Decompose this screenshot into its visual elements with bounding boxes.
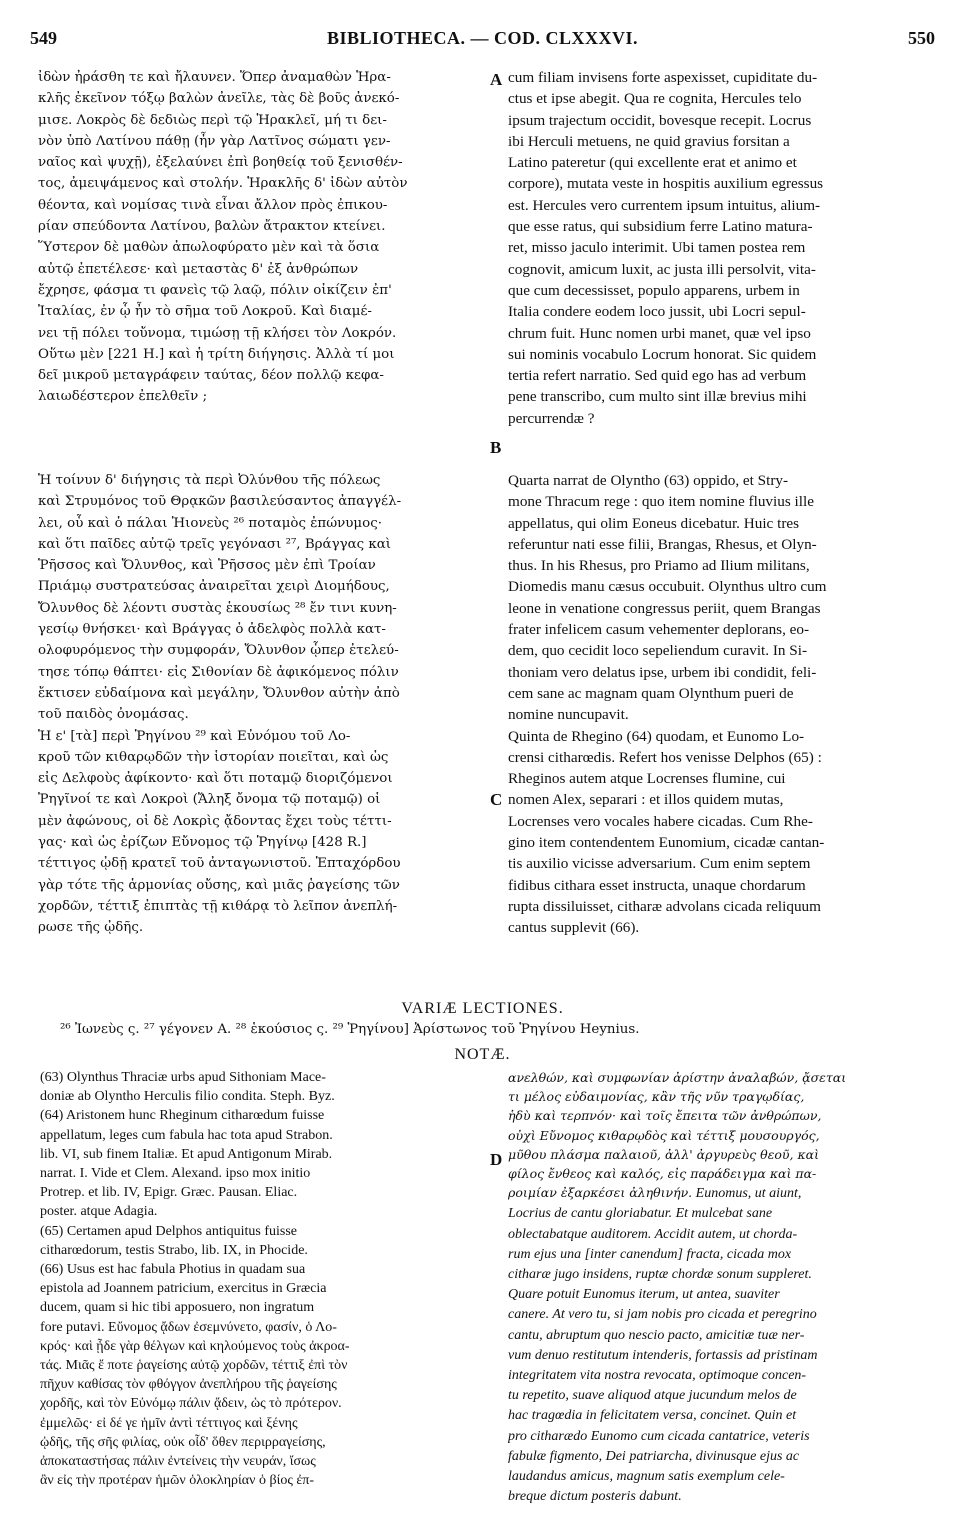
notes-right-greek: ανελθών, καὶ συμφωνίαν ἀρίστην ἀναλαβών, ᾄσεται τι μέλος εὐδαιμονίας, κἂν τῆς νῦν τραγῳδίας, ἡδὺ καὶ τερπνόν· καὶ τοῖς ἔπειτα τῶν ἀνθρώπων, οὐχὶ Εὔνομος κιθαρῳδὸς καὶ τέττιξ μουσουργός, μῦθου πλάσμα παλαιοῦ, ἀλλ' ἀργυρεὺς θεοῦ, καὶ φίλος ἔνθεος καὶ καλός, εἰς παράδειγμα καὶ πα- ροιμίαν ἐξαρκέσει ἀληθινήν. [508,1070,847,1201]
notae-heading: NOTÆ. [454,1046,511,1063]
notes-left-column: (63) Olynthus Thraciæ urbs apud Sithoniam Mace- doniæ ab Olyntho Herculis filio condita. Steph. Byz. (64) Aristonem hunc Rheginum citharœdum fuisse appellatum, leges cum fabula hac tota apud Strabon. lib. VI, sub finem Italiæ. Et apud Antigonum Mirab. narrat. I. Vide et Clem. Alexand. ipso mox initio Protrep. et lib. IV, Epigr. Græc. Pausan. Eliac. poster. atque Adagia. (65) Certamen apud Delphos antiquitus fuisse citharœdorum, testis Strabo, lib. IX, in Phocide. (66) Usus est hac fabula Photius in quadam sua epistola ad Joannem patricium, exercitus in Græcia ducem, quam si hic tibi apposuero, non ingratum fore putavi. Εὔνομος ᾄδων ἐσεμνύνετο, φασίν, ὁ Λο- κρός· καὶ ᾖδε γὰρ θέλγων καὶ κηλούμενος τοὺς ἀκροα- τάς. Μιᾶς ἔ ποτε ῥαγείσης αὐτῷ χορδῶν, τέττιξ ἐπὶ τὸν πῆχυν καθίσας τὸν φθόγγον ἀνεπλήρου τῆς ῥαγείσης χορδῆς, καὶ τὸν Εὐνόμῳ πάλιν ᾄδειν, ὡς τὸ πρότερον. ἐμμελῶς· εἰ δέ γε ἡμῖν ἀντὶ τέττιγος καὶ ξένης ᾠδῆς, τῆς σῆς φιλίας, οὐκ οἶδ' ὅθεν περιρραγείσης, ἀποκαταστήσας πάλιν ἐντείνεις τὴν νευράν, ἴσως ἂν εἰς τὴν προτέραν ἡμῶν ὁλοκληρίαν ὁ βίος ἐπ- [40,1070,350,1489]
variae-lectiones-text: ²⁶ Ἰωνεὺς ς. ²⁷ γέγονεν A. ²⁸ ἑκούσιος ς. ²⁹ Ῥηγίνου] Ἀρίστωνος τοῦ Ῥηγίνου Heynius. [60,1022,640,1037]
section-marker-c: C [490,790,503,809]
section-marker-a: A [490,70,503,89]
notes-right-column [508,1068,930,1528]
greek-column-top: ἰδὼν ἠράσθη τε καὶ ἤλαυνεν. Ὅπερ ἀναμαθὼν Ἡρα- κλῆς ἐκεῖνον τόξῳ βαλὼν ἀνεῖλε, τὰς δὲ βοῦς ἀνεκό- μισε. Λοκρὸς δὲ δεδιὼς περὶ τῷ Ἡρακλεῖ, μή τι δει- νὸν ὑπὸ Λατίνου πάθῃ (ἦν γὰρ Λατῖνος σώματι γεν- ναῖος καὶ ψυχῇ), ἐξελαύνει ἐπὶ βοηθείᾳ τοῦ ξενισθέν- τος, ἀμειψάμενος καὶ στολήν. Ἡρακλῆς δ' ἰδὼν αὐτὸν θέοντα, καὶ νομίσας τινὰ εἶναι ἄλλον πρὸς ἐπικου- ρίαν σπεύδοντα Λατίνου, βαλὼν ἄτρακτον κτείνει. Ὕστερον δὲ μαθὼν ἀπωλοφύρατο μὲν καὶ τὰ ὅσια αὐτῷ ἐπετέλεσε· καὶ μεταστὰς δ' ἐξ ἀνθρώπων ἔχρησε, φάσμα τι φανεὶς τῷ λαῷ, πόλιν οἰκίζειν ἐπ' Ἰταλίας, ἐν ᾧ ἦν τὸ σῆμα τοῦ Λοκροῦ. Καὶ διαμέ- νει τῇ πόλει τοὔνομα, τιμώσῃ τῇ κλήσει τὸν Λοκρόν. Οὕτω μὲν [221 H.] καὶ ἡ τρίτη διήγησις. Ἀλλὰ τί μοι δεῖ μικροῦ μεταγράφειν ταύτας, δέον πολλῷ κεφα- λαιωδέστερον ἐπελθεῖν ; [38,70,408,405]
page-number-right: 550 [908,28,935,48]
notes-right-latin: Eunomus, ut aiunt, Locrius de cantu gloriabatur. Et mulcebat sane oblectabatque auditorem. Accidit autem, ut chorda- rum ejus una [inter canendum] fracta, cicada mox citharæ jugo insidens, ruptæ chordæ sonum suppleret. Quare potuit Eunomus iterum, ut antea, suaviter canere. At vero tu, si jam nobis pro cicada et peregrino cantu, abruptum quo nescio pacto, amicitiæ tuæ ner- vum denuo restitutum intenderis, fortassis ad pristinam integritatem vita nostra revocata, optimoque concen- tu repetito, suave aliquod atque jucundum melos de hac tragœdia in felicitatem versa, concinet. Quin et pro citharædo Eunomo cum cicada cantatrice, veteris fabulæ figmento, Dei patriarcha, divinusque ejus ac laudandus amicus, magnum satis exemplum cele- breque dictum posteris dabunt. [508,1186,818,1505]
greek-column-middle: Ἡ τοίνυν δ' διήγησις τὰ περὶ Ὀλύνθου τῆς πόλεως καὶ Στρυμόνος τοῦ Θρᾳκῶν βασιλεύσαντος ἀπαγγέλ- λει, οὗ καὶ ὁ πάλαι Ἠιονεὺς ²⁶ ποταμὸς ἐπώνυμος· καὶ ὅτι παῖδες αὐτῷ τρεῖς γεγόνασι ²⁷, Βράγγας καὶ Ῥῆσσος καὶ Ὄλυνθος, καὶ Ῥῆσσος μὲν ἐπὶ Τροίαν Πριάμῳ συστρατεύσας ἀναιρεῖται χειρὶ Διομήδους, Ὄλυνθος δὲ λέοντι συστὰς ἑκουσίως ²⁸ ἔν τινι κυνη- γεσίῳ θνήσκει· καὶ Βράγγας ὁ ἀδελφὸς πολλὰ κατ- ολοφυρόμενος τὴν συμφοράν, Ὄλυνθον ᾧπερ ἐτελεύ- τησε τόπῳ θάπτει· εἰς Σιθονίαν δὲ ἀφικόμενος πόλιν ἔκτισεν εὐδαίμονα καὶ μεγάλην, Ὄλυνθον αὐτὴν ἀπὸ τοῦ παιδὸς ὀνομάσας. Ἡ ε' [τὰ] περὶ Ῥηγίνου ²⁹ καὶ Εὐνόμου τοῦ Λο- κροῦ τῶν κιθαρῳδῶν τὴν ἱστορίαν ποιεῖται, καὶ ὡς εἰς Δελφοὺς ἀφίκοντο· καὶ ὅτι ποταμῷ διοριζόμενοι Ῥηγῖνοί τε καὶ Λοκροὶ (Ἄληξ ὄνομα τῷ ποταμῷ) οἱ μὲν ἀφώνους, οἱ δὲ Λοκρὶς ᾄδοντας ἔχει τοὺς τέττι- γας· καὶ ὡς ἐρίζων Εὔνομος τῷ Ῥηγίνῳ [428 R.] τέττιγος ᾠδῇ κρατεῖ τοῦ ἀνταγωνιστοῦ. Ἑπταχόρδου γὰρ τότε τῆς ἁρμονίας οὔσης, καὶ μιᾶς ῥαγείσης τῶν χορδῶν, τέττιξ ἐπιπτὰς τῇ κιθάρᾳ τὸ λεῖπον ἀνεπλή- ρωσε τῆς ᾠδῆς. [38,473,402,936]
latin-column-top: cum filiam invisens forte aspexisset, cupiditate du- ctus et ipse abegit. Qua re cognita, Hercules telo ipsum trajectum occidit, bovesque recepit. Locrus ibi Herculi metuens, ne quid gravius forsitan a Latino pateretur (qui excellente erat et animo et corpore), mutata veste in hospitis auxilium egressus est. Hercules vero currentem ipsum intuitus, alium- que esse ratus, qui subsidium ferre Latino matura- ret, misso jaculo interimit. Ubi tamen postea rem cognovit, amicum luxit, ac justa illi persolvit, vita- que cum decessisset, populo apparens, urbem in Italia condere eodem loco jussit, ubi Locri sepul- chrum fuit. Hunc nomen urbi manet, quæ vel ipso sui nominis vocabulo Locrum honorat. Sic quidem tertia refert narratio. Sed quid ego has ad verbum pene transcribo, cum multo sint illæ brevius mihi percurrendæ ? [508,69,824,427]
page-number-left: 549 [30,28,57,48]
variae-lectiones-heading: VARIÆ LECTIONES. [401,1000,564,1017]
page-header [30,28,935,54]
latin-column-middle: Quarta narrat de Olyntho (63) oppido, et Stry- mone Thracum rege : quo item nomine fluvius ille appellatus, qui olim Eoneus dicebatur. Huic tres referuntur nati esse filii, Brangas, Rhesus, et Olyn- thus. In his Rhesus, pro Priamo ad Ilium militans, Diomedis manu cæsus occubuit. Olynthus ultro cum leone in venatione congressus periit, quem Brangas frater infelicem casum vehementer deplorans, eo- dem, quo cecidit loco sepeliendum curavit. In Si- thoniam vero delatus ipse, urbem ibi condidit, feli- cem sane ac magnam quam Olynthum pueri de nomine nuncupavit. Quinta de Rhegino (64) quodam, et Eunomo Lo- crensi citharœdis. Refert hos venisse Delphos (65) : Rheginos autem atque Locrenses flumine, cui nomen Alex, separari : et illos quidem mutas, Locrenses vero vocales habere cicadas. Cum Rhe- gino item contendentem Eunomium, cicadæ cantan- tis auxilio vicisse adversarium. Cum enim septem fidibus cithara esset instructa, unaque chordarum rupta dissiluisset, citharæ advolans cicada reliquum cantus supplevit (66). [508,472,827,937]
running-title: BIBLIOTHECA. — COD. CLXXXVI. [326,28,639,48]
section-marker-b: B [490,438,502,457]
section-marker-d: D [490,1150,503,1169]
